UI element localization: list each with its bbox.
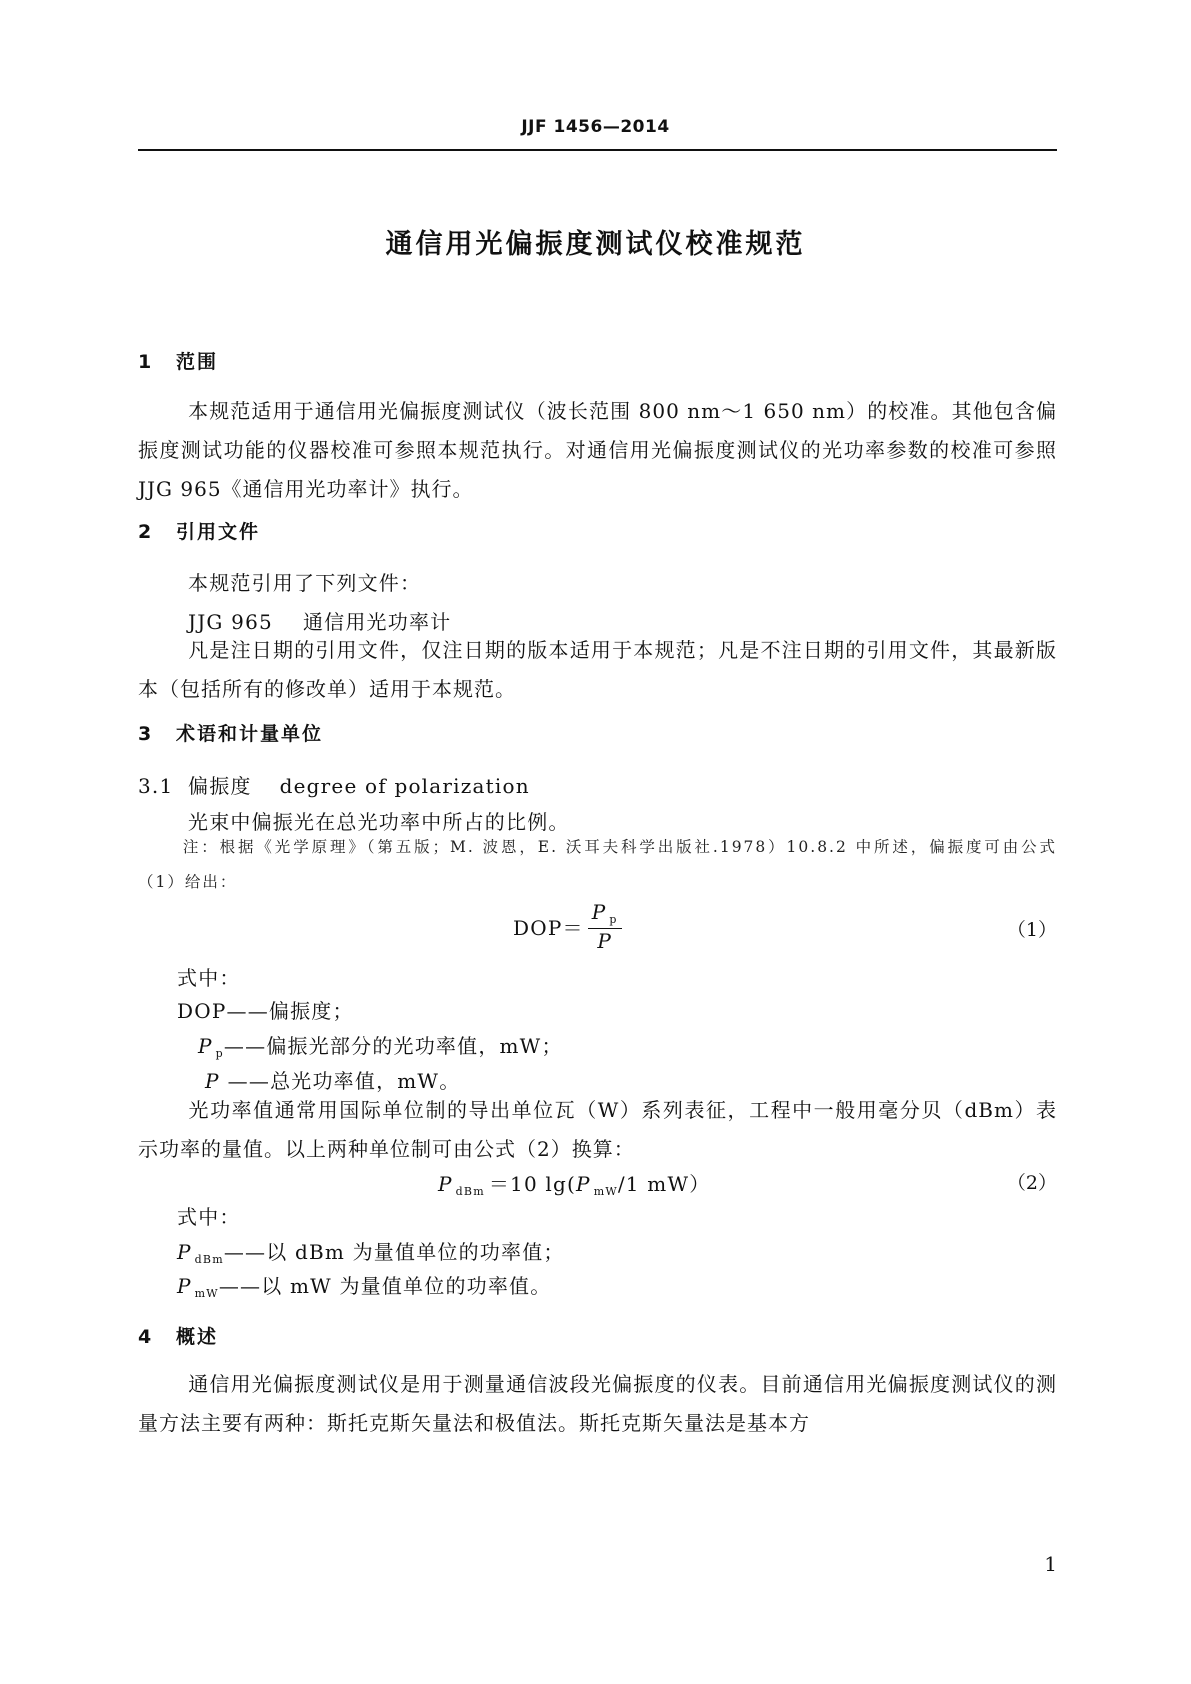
where-text: ——以 mW 为量值单位的功率值。 [218,1274,552,1298]
subsection-3-1-heading [138,770,530,799]
equation-number-1: （1） [1006,919,1057,941]
term-zh: 偏振度 [188,774,252,798]
document-title: 通信用光偏振度测试仪校准规范 [385,229,806,260]
var-sub: p [215,1047,224,1060]
var: P [198,1034,213,1058]
section-4-paragraph [138,1365,1057,1443]
where-pp [198,1030,563,1059]
var: P [177,1274,192,1298]
section-title: 范围 [176,351,219,373]
term-en: degree of polarization [279,774,530,798]
section-4-heading [138,1322,218,1349]
var-sub: mW [194,1287,219,1300]
where-label: 式中： [177,966,241,990]
paragraph-text: 本规范适用于通信用光偏振度测试仪（波长范围 800 nm～1 650 nm）的校准。其他包含偏振度测试功能的仪器校准可参照本规范执行。对通信用光偏振度测试仪的光功率参数的校准可参照 JJG 965《通信用光功率计》执行。 [138,399,1057,501]
where-text: ——以 dBm 为量值单位的功率值； [223,1240,565,1264]
where-text: ——偏振光部分的光功率值，mW； [223,1034,563,1058]
section-title: 引用文件 [176,521,261,543]
section-number: 2 [138,521,154,543]
section-1-paragraph [138,392,1057,509]
var-sub: dBm [455,1185,485,1198]
var: P [177,1240,192,1264]
var: P [438,1172,453,1196]
var-sub: mW [593,1185,618,1198]
formula-tail: /1 mW） [617,1172,711,1196]
section-title: 术语和计量单位 [176,723,324,745]
references-note-paragraph [138,631,1057,709]
paragraph-text: 凡是注日期的引用文件，仅注日期的版本适用于本规范；凡是不注日期的引用文件，其最新版本（包括所有的修改单）适用于本规范。 [138,638,1057,701]
document-code-header: JJF 1456—2014 [521,117,670,137]
term-note [138,830,1057,900]
var: P [205,1069,220,1093]
section-3-heading [138,719,323,746]
formula-mid: ＝10 lg( [488,1172,577,1196]
section-number: 4 [138,1326,154,1348]
equation-number-2: （2） [1006,1172,1057,1194]
formula-fraction [588,900,622,953]
term-definition: 光束中偏振光在总光功率中所占的比例。 [188,810,570,834]
formula-2 [438,1168,710,1197]
where-pmw [177,1270,551,1299]
paragraph-text: 光功率值通常用国际单位制的导出单位瓦（W）系列表征，工程中一般用毫分贝（dBm）表示功率的量值。以上两种单位制可由公式（2）换算： [138,1098,1057,1161]
where-pdbm [177,1236,565,1265]
section-1-heading [138,347,218,374]
where-label: 式中： [177,1205,241,1229]
where-dop: DOP——偏振度； [177,999,354,1023]
where-text: ——总光功率值，mW。 [227,1069,461,1093]
section-2-heading [138,517,260,544]
var-sub: dBm [194,1253,224,1266]
unit-paragraph [138,1091,1057,1169]
note-text: 注：根据《光学原理》（第五版；M. 波恩，E. 沃耳夫科学出版社.1978）10.8.2 中所述，偏振度可由公式（1）给出： [138,838,1057,891]
header-rule [138,149,1057,151]
numerator-var: P [591,900,607,924]
section-number: 3 [138,723,154,745]
references-intro: 本规范引用了下列文件： [188,571,422,595]
reference-code: JJG 965 [188,610,273,634]
page-number: 1 [1044,1552,1057,1576]
where-p [205,1065,460,1094]
section-title: 概述 [176,1326,219,1348]
paragraph-text: 通信用光偏振度测试仪是用于测量通信波段光偏振度的仪表。目前通信用光偏振度测试仪的测量方法主要有两种：斯托克斯矢量法和极值法。斯托克斯矢量法是基本方 [138,1372,1057,1435]
subsection-number: 3.1 [138,774,174,798]
denominator-var: P [597,929,612,953]
section-number: 1 [138,351,154,373]
var: P [576,1172,591,1196]
numerator-sub: p [609,913,618,926]
formula-lhs: DOP＝ [513,916,584,940]
formula-1 [513,900,622,953]
reference-name: 通信用光功率计 [302,610,452,634]
